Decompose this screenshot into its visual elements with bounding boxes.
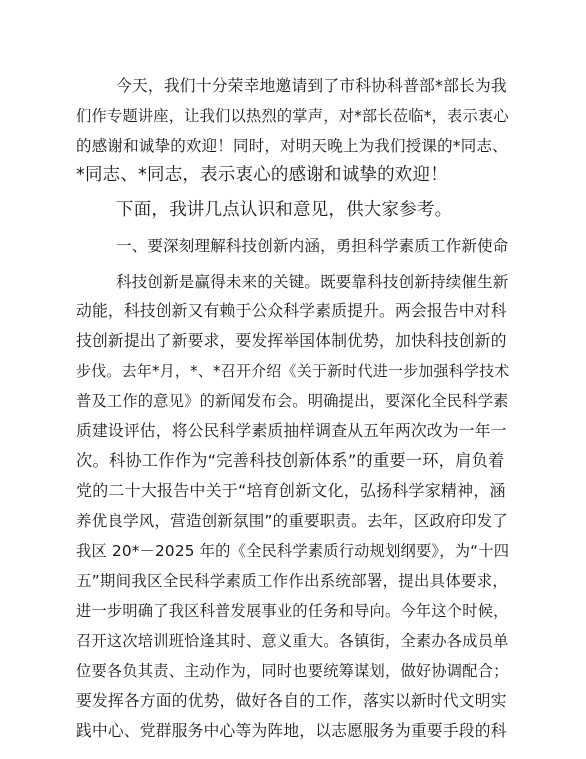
paragraph-4-line-9: 养优良学风，营造创新氛围”的重要职责。去年，区政府印发了 [76, 512, 509, 530]
paragraph-4-line-14: 位要各负其责、主动作为，同时也要统筹谋划，做好协调配合； [76, 662, 509, 680]
paragraph-4-line-15: 要发挥各方面的优势，做好各自的工作，落实以新时代文明实 [76, 691, 507, 710]
paragraph-4-line-1: 科技创新是赢得未来的关键。既要靠科技创新持续催生新 [116, 273, 509, 291]
paragraph-4-line-6: 质建设评估，将公民科学素质抽样调查从五年两次改为一年一 [76, 421, 507, 440]
paragraph-4-line-13: 召开这次培训班恰逢其时、意义重大。各镇街，全素办各成员单 [76, 632, 509, 650]
paragraph-4-line-3: 技创新提出了新要求，要发挥举国体制优势，加快科技创新的 [76, 331, 507, 350]
paragraph-1-line-1: 今天，我们十分荣幸地邀请到了市科协科普部*部长为我 [116, 76, 507, 95]
paragraph-4-line-5: 普及工作的意见》的新闻发布会。明确提出，要深化全民科学素 [76, 392, 509, 410]
paragraph-4-line-2: 动能，科技创新又有赖于公众科学素质提升。两会报告中对科 [76, 301, 507, 320]
paragraph-2-line-1: 下面，我讲几点认识和意见，供大家参考。 [116, 200, 453, 220]
paragraph-1-line-4: *同志、*同志，表示衷心的感谢和诚挚的欢迎！ [76, 165, 448, 185]
paragraph-4-line-4: 步伐。去年*月，*、*召开介绍《关于新时代进一步加强科学技术 [76, 362, 510, 380]
paragraph-4-line-7: 次。科协工作作为“完善科技创新体系”的重要一环，肩负着 [76, 451, 505, 470]
paragraph-4-line-16: 践中心、党群服务中心等为阵地，以志愿服务为重要手段的科 [76, 721, 507, 740]
paragraph-1-line-2: 们作专题讲座，让我们以热烈的掌声，对*部长莅临*，表示衷心 [76, 107, 509, 125]
paragraph-4-line-8: 党的二十大报告中关于“培育创新文化，弘扬科学家精神，涵 [76, 481, 506, 500]
paragraph-4-line-11: 五”期间我区全民科学素质工作作出系统部署，提出具体要求， [76, 572, 509, 590]
paragraph-1-line-3: 的感谢和诚挚的欢迎！同时，对明天晚上为我们授课的*同志、 [76, 137, 508, 155]
section-heading-1: 一、要深刻理解科技创新内涵，勇担科学素质工作新使命 [116, 237, 509, 255]
paragraph-4-line-12: 进一步明确了我区科普发展事业的任务和导向。今年这个时候， [76, 602, 509, 620]
paragraph-4-line-10: 我区 20*－2025 年的《全民科学素质行动规划纲要》，为“十四 [76, 542, 510, 560]
